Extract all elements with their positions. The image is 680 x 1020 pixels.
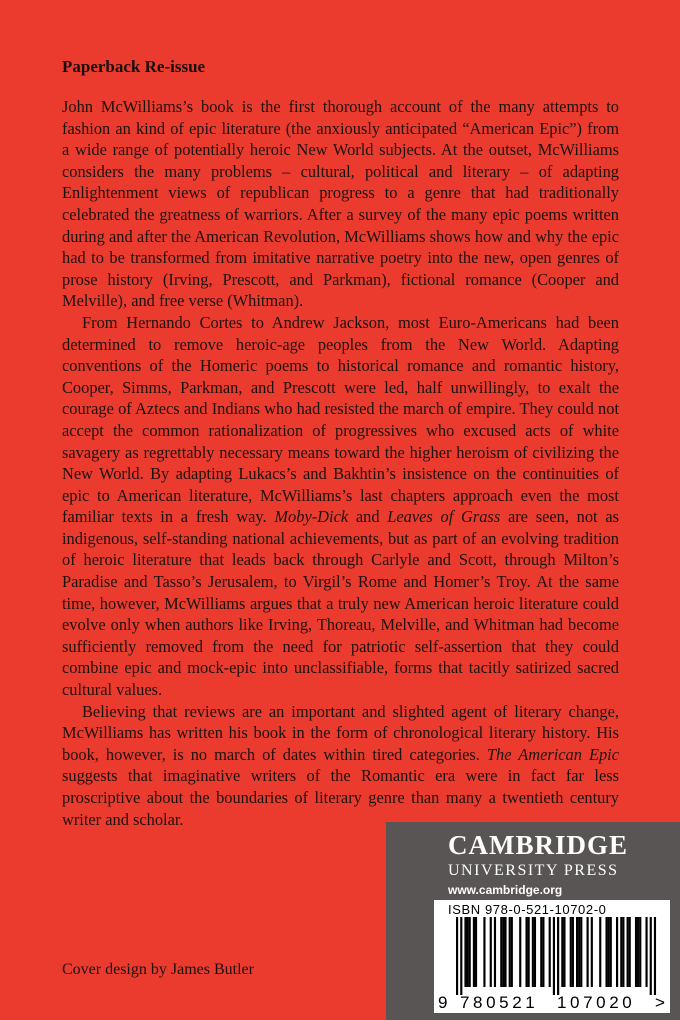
barcode-bar [504,917,506,987]
barcode-bar [473,917,475,987]
publisher-panel [386,822,680,1020]
barcode-bar [599,917,601,987]
blurb-paragraph-1 [62,96,619,312]
barcode-bar [627,917,629,987]
barcode-bar [591,917,593,987]
barcode-bar [629,917,631,987]
blurb-text-run: John McWilliams’s book is the first thorough account of the many attempts to fashion an kind of epic literature (the anxiously anticipated “American Epic”) from a wide range of potentially heroic New World subjects. At the outset, McWilliams considers the many problems – cultural, political and literary – of adapting Enlightenment views of republican progress to a genre that had traditionally celebrated the greatness of warriors. After a survey of the many epic poems written during and after the American Revolution, McWilliams shows how and why the epic had to be transformed from imitative narrative poetry into the new, open genres of prose history (Irving, Prescott, and Parkman), fictional romance (Cooper and Melville), and free verse (Whitman). [62,97,619,311]
publisher-url: www.cambridge.org [448,883,563,897]
barcode-bar [490,917,492,987]
barcode-bar [576,917,578,987]
barcode-guard-bar [460,917,462,995]
barcode-bar [500,917,502,987]
publisher-name: CAMBRIDGE [448,830,629,860]
barcode-bar [519,917,521,987]
barcode-guard-bar [456,917,458,995]
barcode-icon [444,917,664,995]
barcode-bar [622,917,624,987]
barcode-bar [637,917,639,987]
barcode-bar [528,917,530,987]
barcode-bar [540,917,542,987]
barcode-bar [475,917,477,987]
barcode-bar [549,917,551,987]
blurb-text-run: Believing that reviews are an important and slighted agent of literary change, McWilliams has written his book in the form of chronological literary history. His book, however, is no march of dates within tired categories. [62,701,619,764]
barcode-bar [608,917,610,987]
reissue-heading: Paperback Re-issue [62,57,206,76]
barcode-bar [534,917,536,987]
barcode-bar [525,917,527,987]
blurb-paragraph-2 [62,312,619,701]
barcode-bar [570,917,572,987]
barcode-bar [620,917,622,987]
title-moby-dick: Moby-Dick [274,507,349,527]
barcode-quiet-marker: > [655,993,665,1012]
blurb-text-run: suggests that imaginative writers of the Romantic era were in fact far less proscriptive about the boundaries of literary genre than many a twentieth century writer and scholar. [62,766,619,829]
blurb-text [62,96,619,830]
barcode-block [434,900,670,1013]
barcode-guard-bar [553,917,555,995]
title-american-epic: The American Epic [486,744,619,764]
barcode-bar [483,917,485,987]
cover-design-credit: Cover design by James Butler [62,961,254,978]
barcode-bar [580,917,582,987]
barcode-bar [464,917,466,987]
barcode-bar [645,917,647,987]
barcode-bar [635,917,637,987]
blurb-text-run: and [348,507,388,527]
blurb-text-run: are seen, not as indigenous, self-standing national achievements, but as part of an evolving tradition of heroic literature that leads back through Carlyle and Scott, through Milton’s Paradise and Tasso’s Jerusalem, to Virgil’s Rome and Homer’s Troy. At the same time, however, McWilliams argues that a truly new American heroic literature could evolve only when authors like Irving, Thoreau, Melville, and Whitman had become sufficiently removed from the need for patriotic self-assertion that they could combine epic and mock-epic into unclassifiable, forms that tacitly satirized sacred cultural values. [62,507,619,700]
barcode-bar [578,917,580,987]
barcode-bar [469,917,471,987]
publisher-subname: UNIVERSITY PRESS [448,862,619,879]
barcode-lead-digit: 9 [438,993,448,1012]
barcode-bar [605,917,607,987]
barcode-bar [587,917,589,987]
barcode-bar [494,917,496,987]
isbn-label: ISBN 978-0-521-10702-0 [448,902,607,917]
barcode-right-group: 107020 [557,993,636,1012]
title-leaves-of-grass: Leaves of Grass [387,507,501,527]
barcode-bar [563,917,565,987]
barcode-bar [509,917,511,987]
barcode-bar [616,917,618,987]
barcode-left-group: 780521 [460,993,539,1012]
barcode-bar [532,917,534,987]
barcode-bar [542,917,544,987]
barcode-bar [561,917,563,987]
barcode-bar [610,917,612,987]
barcode-bar [502,917,504,987]
barcode-bar [639,917,641,987]
barcode-guard-bar [557,917,559,995]
barcode-bar [572,917,574,987]
blurb-text-run: From Hernando Cortes to Andrew Jackson, most Euro-Americans had been determined to remove heroic-age peoples from the New World. Adapting conventions of the Homeric poems to historical romance and romantic history, Cooper, Simms, Parkman, and Prescott were led, half unwillingly, to exalt the courage of Aztecs and Indians who had resisted the march of empire. They could not accept the common rationalization of progressives who excused acts of white savagery as regrettably necessary means toward the higher heroism of civilizing the New World. By adapting Lukacs’s and Bakhtin’s insistence on the continuities of epic to American literature, McWilliams’s last chapters approach even the most familiar texts in a fresh way. [62,312,619,527]
blurb-paragraph-3 [62,701,619,831]
barcode-bar [467,917,469,987]
barcode-bar [511,917,513,987]
barcode-guard-bar [654,917,656,995]
barcode-guard-bar [650,917,652,995]
